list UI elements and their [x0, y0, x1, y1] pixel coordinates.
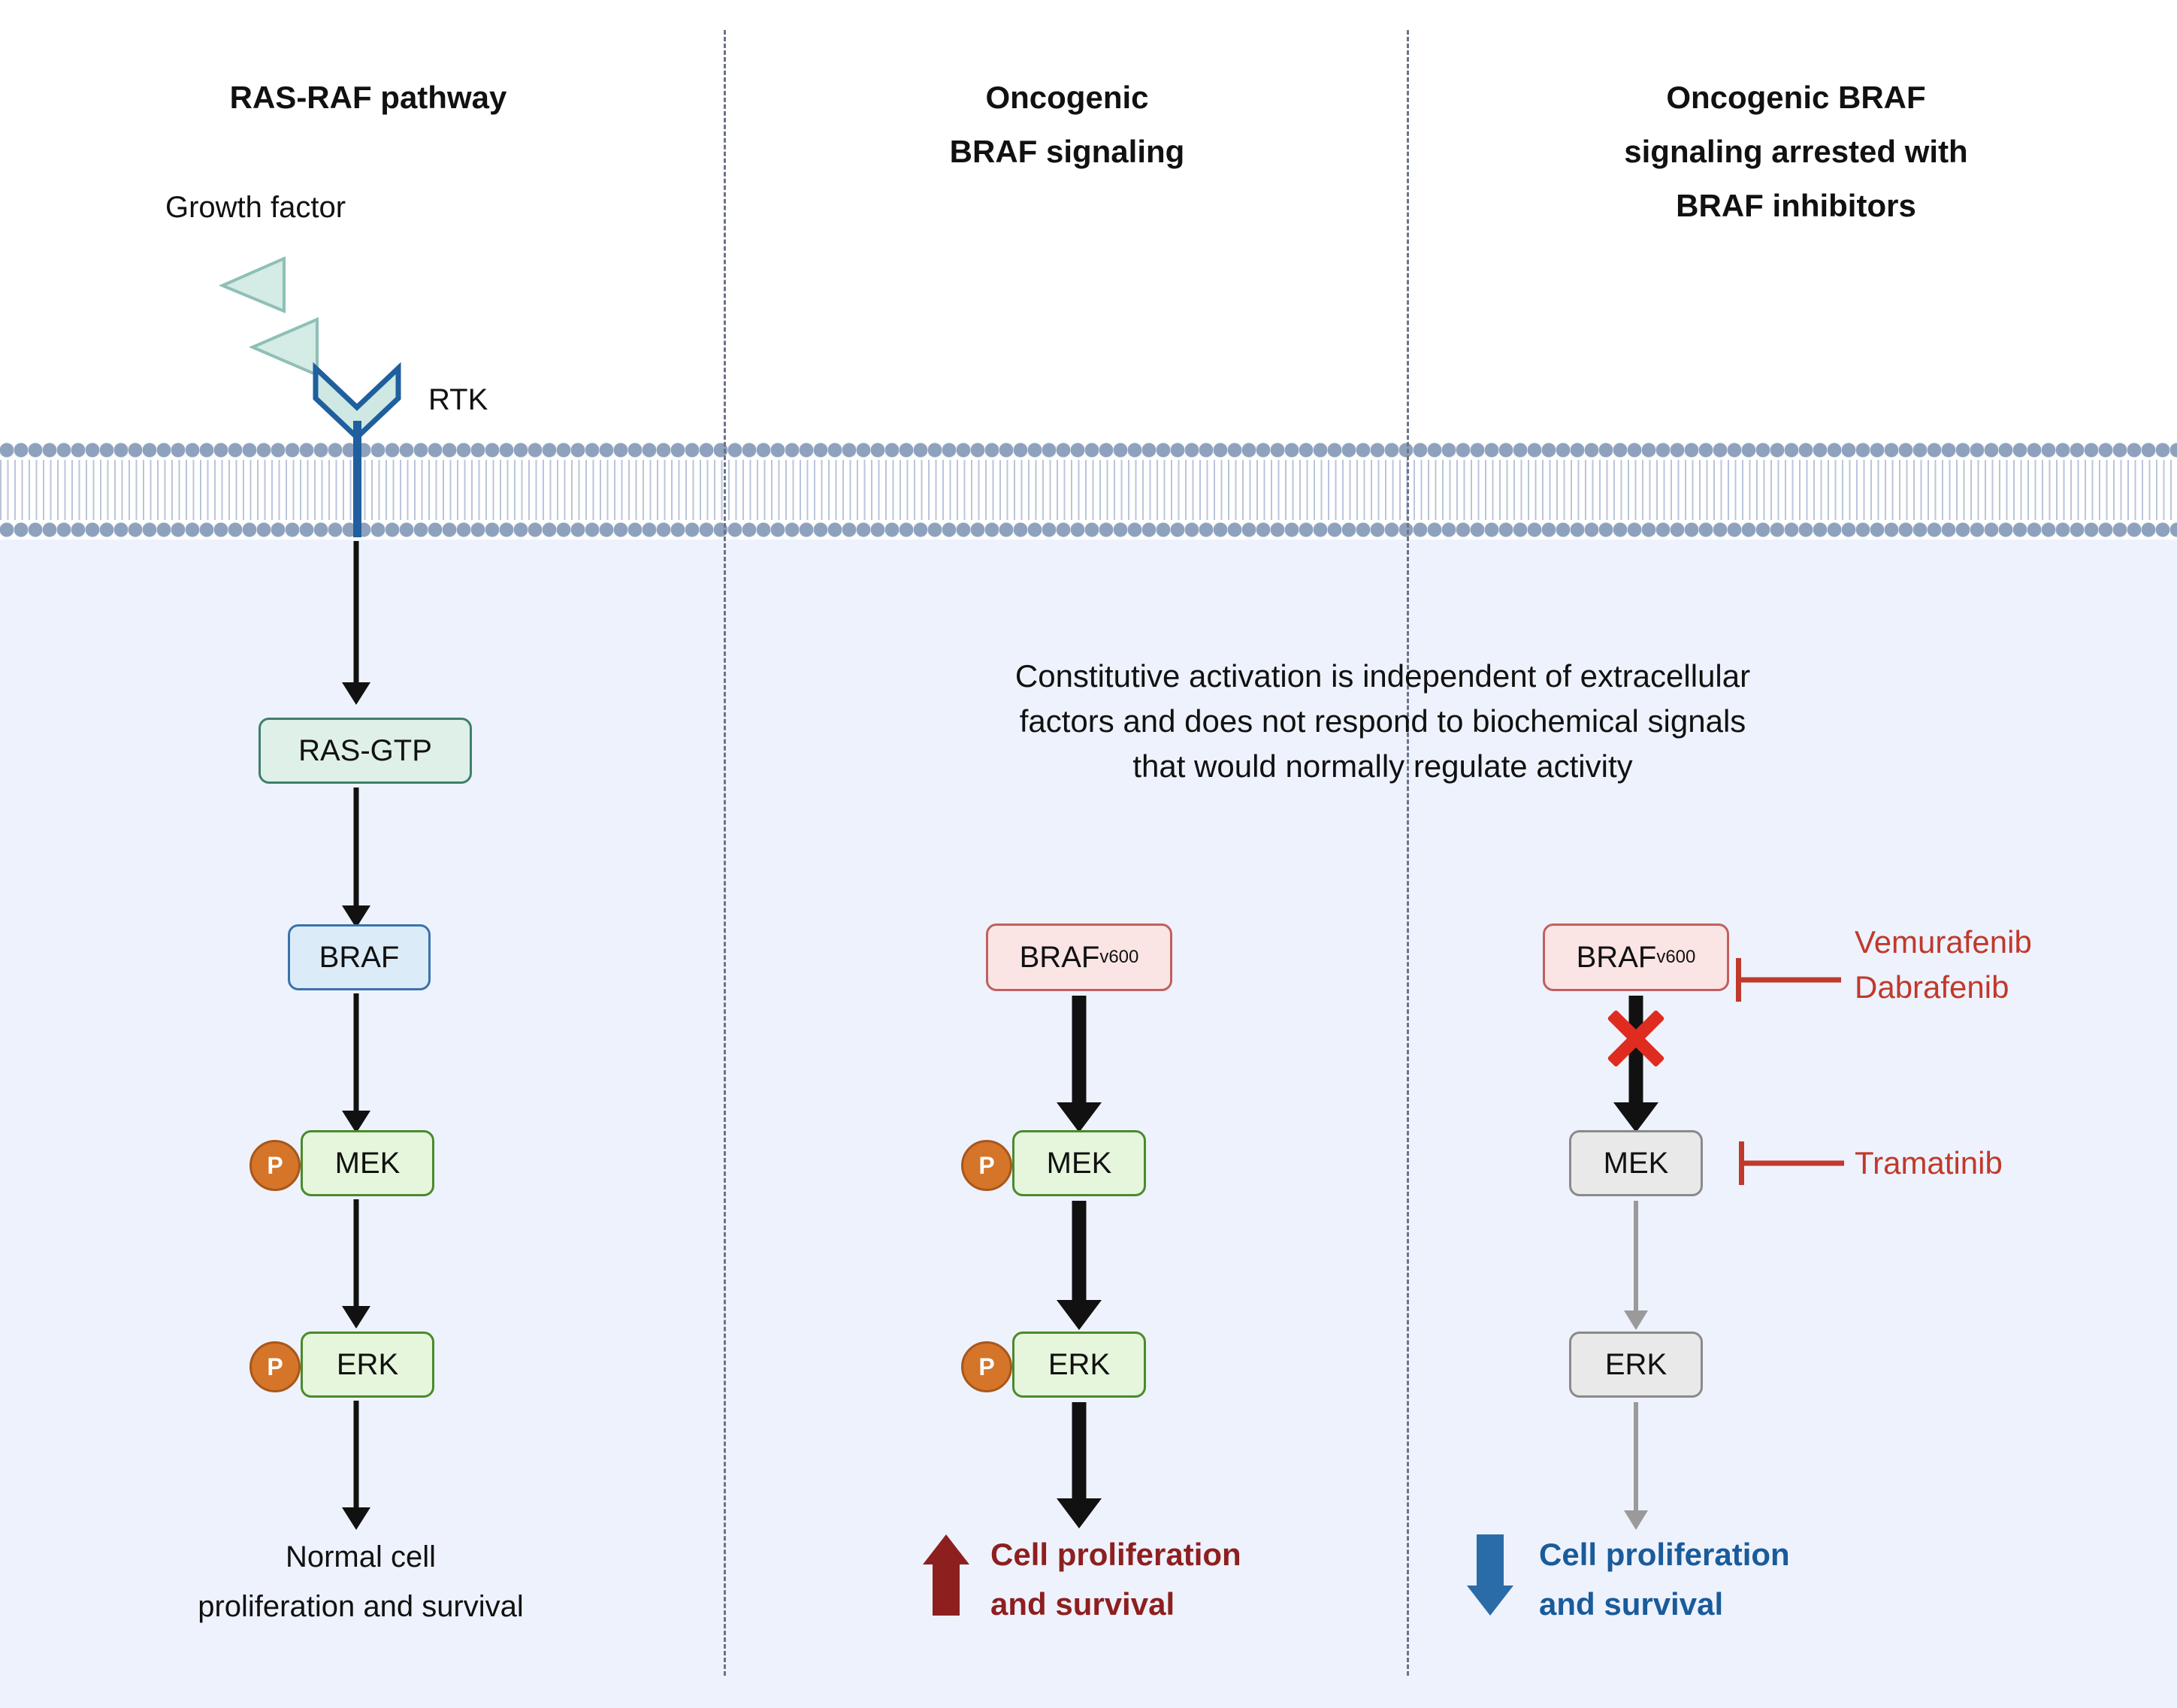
arrow-mek-to-erk-oncogenic [1057, 1201, 1102, 1330]
arrow-erk-to-outcome [335, 1401, 377, 1530]
node-mek: MEK [301, 1130, 434, 1196]
phospho-badge-erk-oncogenic: P [961, 1341, 1012, 1392]
arrow-erk-to-outcome-oncogenic [1057, 1402, 1102, 1528]
node-braf: BRAF [288, 924, 431, 990]
membrane-leaflet-inner [0, 490, 2177, 540]
arrow-braf-to-mek-oncogenic [1057, 996, 1102, 1132]
column-divider-2 [1407, 30, 1409, 1676]
outcome-normal-line1: Normal cell [285, 1540, 437, 1573]
arrow-mek-to-erk-inhibited [1613, 1201, 1658, 1330]
arrow-mek-to-erk [335, 1199, 377, 1329]
outcome-proliferation-down-line2: and survival [1539, 1586, 1724, 1622]
drug-label-vemurafenib: Vemurafenib [1855, 924, 2032, 960]
drug-label-tramatinib: Tramatinib [1855, 1145, 2003, 1180]
phospho-badge-mek-oncogenic: P [961, 1140, 1012, 1191]
column-divider-1 [724, 30, 726, 1676]
column-title-ras-raf: RAS-RAF pathway [229, 80, 507, 115]
rtk-transmembrane-stem [353, 421, 361, 537]
constitutive-activation-note-line3: that would normally regulate activity [1132, 748, 1633, 784]
lipid-heads-inner [0, 520, 2177, 540]
arrow-ras-to-braf [335, 787, 377, 928]
arrow-erk-to-outcome-inhibited [1613, 1402, 1658, 1530]
outcome-proliferation-up-line2: and survival [990, 1586, 1175, 1622]
node-erk-oncogenic: ERK [1012, 1332, 1146, 1398]
column-title-oncogenic-line2: BRAF signaling [949, 134, 1185, 169]
proliferation-up-arrow-icon [923, 1534, 969, 1616]
column-title-oncogenic-line1: Oncogenic [985, 80, 1149, 115]
rtk-label: RTK [428, 383, 488, 416]
lipid-tails-outer [0, 460, 2177, 490]
node-erk: ERK [301, 1332, 434, 1398]
column-title-arrested-line3: BRAF inhibitors [1676, 188, 1916, 223]
plasma-membrane [0, 440, 2177, 540]
proliferation-down-arrow-icon [1467, 1534, 1513, 1616]
constitutive-activation-note-line1: Constitutive activation is independent of extracellular [1014, 658, 1751, 694]
node-braf-v600-inhibited [1543, 924, 1729, 991]
outcome-normal-line2: proliferation and survival [198, 1590, 524, 1623]
node-mek-oncogenic: MEK [1012, 1130, 1146, 1196]
node-braf-v600-oncogenic-label: BRAF [1019, 940, 1100, 974]
drug-label-dabrafenib: Dabrafenib [1855, 969, 2009, 1005]
node-ras-gtp: RAS-GTP [259, 718, 472, 784]
outcome-proliferation-down-line1: Cell proliferation [1539, 1537, 1790, 1572]
column-title-arrested-line1: Oncogenic BRAF [1666, 80, 1926, 115]
phospho-badge-erk: P [249, 1341, 301, 1392]
node-braf-v600-oncogenic [986, 924, 1172, 991]
inhibition-bar-braf [1736, 957, 1841, 1002]
node-braf-v600-inhibited-label: BRAF [1576, 940, 1657, 974]
phospho-badge-mek: P [249, 1140, 301, 1191]
inhibition-bar-mek [1739, 1141, 1844, 1186]
node-braf-v600-oncogenic-sup: v600 [1099, 947, 1139, 967]
node-mek-inhibited: MEK [1569, 1130, 1703, 1196]
ligand-icon-1 [218, 255, 286, 318]
lipid-tails-inner [0, 490, 2177, 520]
column-title-arrested-line2: signaling arrested with [1624, 134, 1968, 169]
node-braf-v600-inhibited-sup: v600 [1656, 947, 1696, 967]
node-erk-inhibited: ERK [1569, 1332, 1703, 1398]
arrow-braf-to-mek [335, 993, 377, 1133]
blocked-signal-x-icon [1601, 1004, 1671, 1073]
constitutive-activation-note-line2: factors and does not respond to biochemical signals [1019, 703, 1746, 739]
outcome-proliferation-up-line1: Cell proliferation [990, 1537, 1241, 1572]
arrow-rtk-to-ras [335, 541, 377, 705]
growth-factor-label: Growth factor [165, 191, 346, 224]
